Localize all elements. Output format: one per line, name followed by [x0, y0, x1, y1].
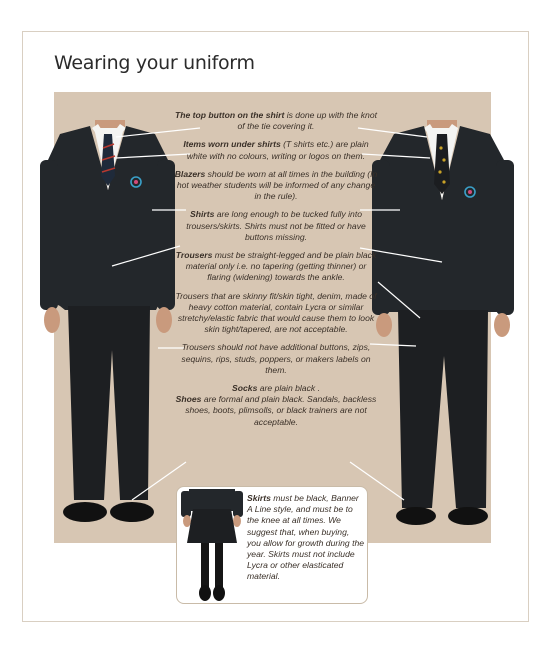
skirt-photo: [181, 489, 243, 603]
rule-skirts-bold: Skirts: [247, 493, 271, 503]
rule-blazers-bold: Blazers: [174, 168, 206, 179]
rule-shirt-button: [174, 110, 378, 132]
rule-shirt-button-bold: The top button on the shirt: [175, 110, 285, 120]
rule-skirts-text: must be black, Banner A Line style, and must be to the knee at all times. We suggest that, when buying, you allow for growth during the year. Skirts must not include Lycra or other elasticated material.: [247, 493, 365, 582]
rule-socks-text: are plain black .: [257, 383, 320, 394]
rule-shirts: [174, 209, 378, 243]
rule-blazers-text: should be worn at all times in the building (In hot weather students will be informed of any change in the rule).: [176, 168, 378, 202]
uniform-rules: [174, 110, 378, 428]
rule-trousers-bold: Trousers: [175, 250, 213, 261]
rule-blazers: [174, 169, 378, 203]
skirt-callout-box: [176, 486, 368, 604]
rule-shirts-bold: Shirts: [190, 209, 215, 220]
rule-trousers-tight: Trousers that are skinny fit/skin tight, denim, made of heavy cotton material, contain Lycra or similar stretchy/elastic fabric that would cause them to look skin tight/tapered, are not acceptable.: [175, 290, 377, 335]
rule-shirt-button-text: is done up with the knot of the tie covering it.: [237, 110, 377, 132]
page-title: Wearing your uniform: [54, 52, 255, 74]
rule-trousers: [174, 250, 378, 284]
rule-shoes-text: are formal and plain black. Sandals, backless shoes, boots, plimsolls, or black trainers are not acceptable.: [185, 394, 377, 427]
rule-shirts-text: are long enough to be tucked fully into trousers/skirts. Shirts must not be fitted or have buttons missing.: [186, 209, 366, 242]
rule-under-shirts-text: (T shirts etc.) are plain white with no colours, writing or logos on them.: [186, 139, 369, 161]
rule-trousers-text: must be straight-legged and be plain black material only i.e. no tapering (getting thinner) or flaring (widening) towards the ankle.: [185, 250, 377, 283]
student-left-photo: [40, 120, 175, 530]
rule-skirts: [247, 493, 365, 583]
rule-socks-shoes: [174, 383, 378, 428]
rule-shoes-bold: Shoes: [175, 394, 202, 405]
rule-under-shirts-bold: Items worn under shirts: [183, 139, 281, 150]
rule-trousers-extras: Trousers should not have additional buttons, zips, sequins, rips, studs, poppers, or makers labels on them.: [181, 342, 371, 375]
student-right-photo: [372, 120, 514, 530]
rule-under-shirts: [174, 139, 378, 161]
rule-socks-bold: Socks: [232, 383, 258, 394]
